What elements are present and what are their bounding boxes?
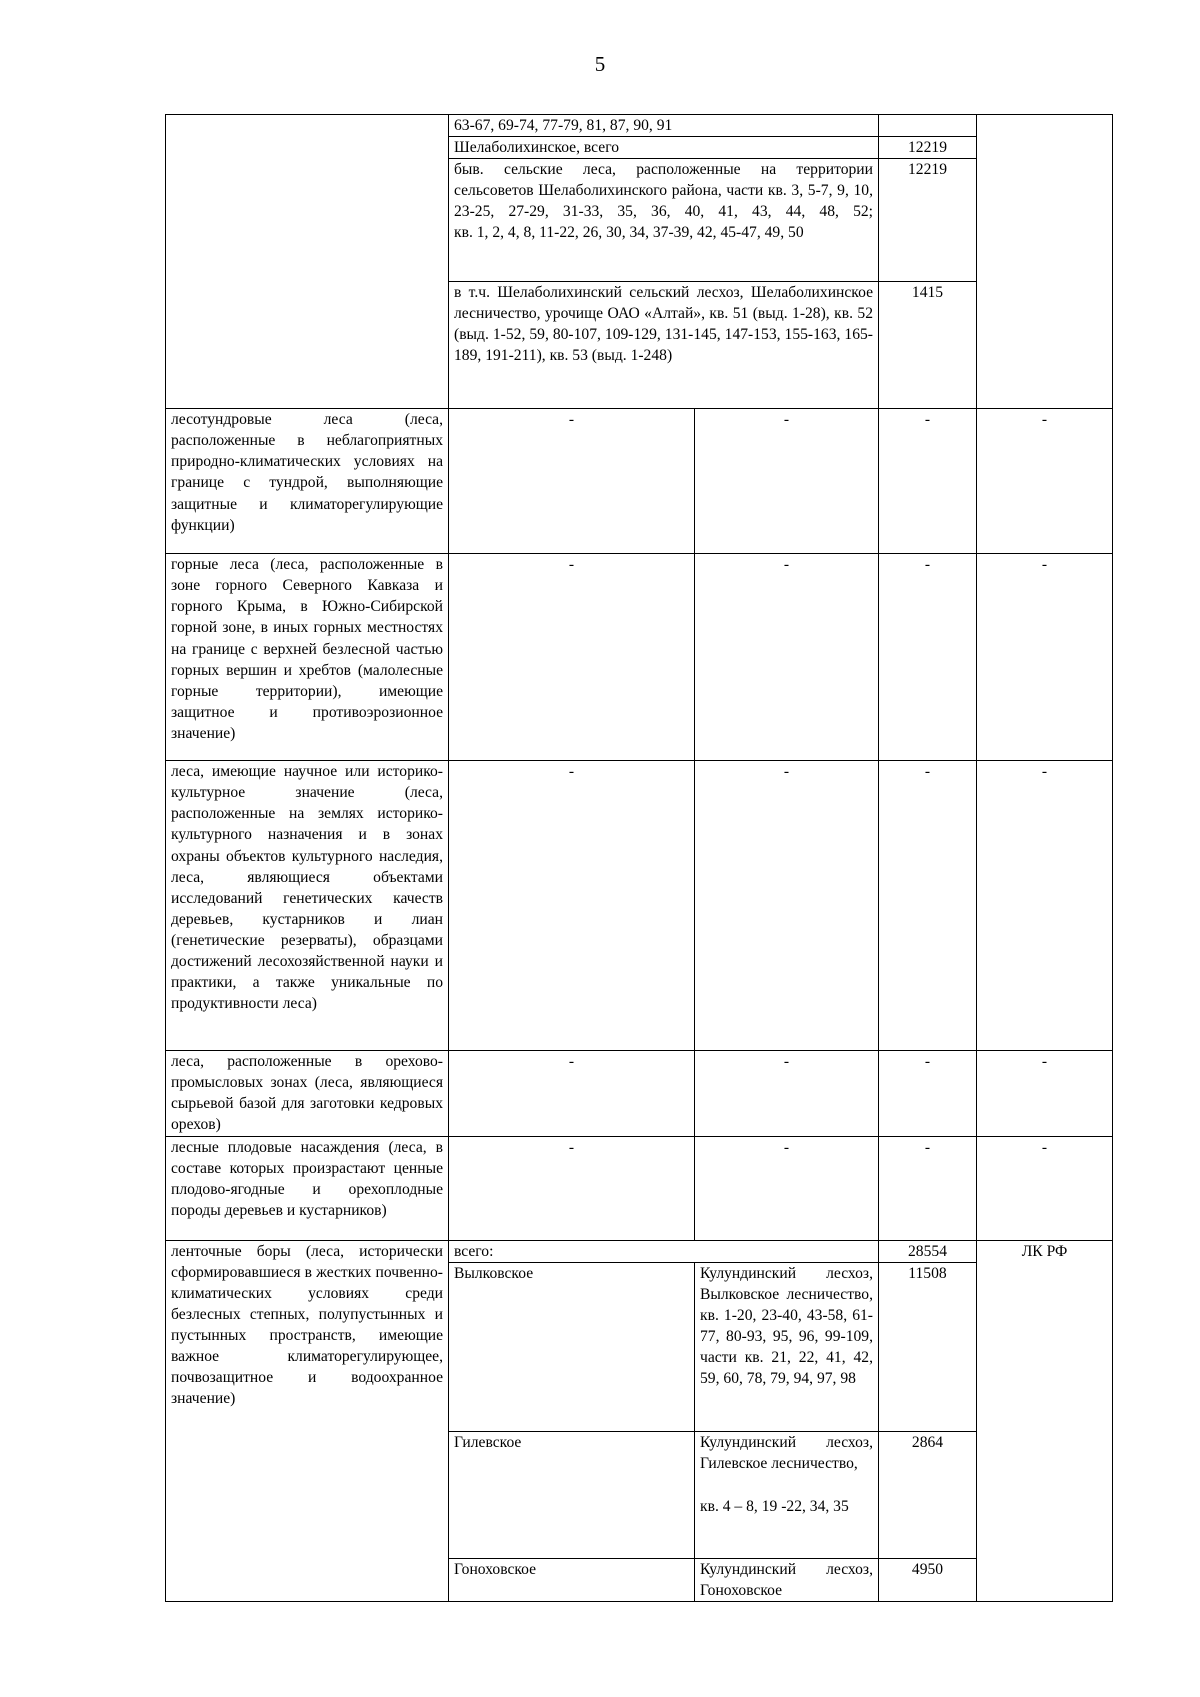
category-name: лесотундровые леса (леса, расположенные в неблагоприятных природно-климатических условиях на границе с тундрой, выполняющие защитные и климаторегулирующие функции) xyxy=(166,409,449,554)
category-name: ленточные боры (леса, исторически сформировавшиеся в жестких почвенно-климатических условиях среди безлесных степных, полупустынных и пустынных пространств, имеющие важное климаторегулирующее, почвозащитное и водоохранное значение) xyxy=(166,1240,449,1601)
dash-cell: - xyxy=(695,1051,879,1136)
forestry-desc-text-2: кв. 1, 2, 4, 8, 11-22, 26, 30, 34, 37-39, 42, 45-47, 49, 50 xyxy=(454,224,804,242)
forestry-incl-text: в т.ч. Шелаболихинский сельский лесхоз, Шелаболихинское лесничество, урочище ОАО «Алтай», кв. 51 (выд. 1-28), кв. 52 (выд. 1-52, 59, 80-107, 109-129, 131-145, 147-153, 155-163, 165-189, 191-211), кв. 53 (выд. 1-248) xyxy=(454,284,873,365)
dash-cell: - xyxy=(695,409,879,554)
forestry-name: Гоноховское xyxy=(449,1558,695,1601)
dash-cell: - xyxy=(977,554,1113,761)
table-row xyxy=(166,1240,1113,1262)
forestry-desc-2: кв. 4 – 8, 19 -22, 34, 35 xyxy=(700,1497,849,1515)
forestry-desc: Кулундинский лесхоз, Гоноховское xyxy=(695,1558,879,1601)
category-name: горные леса (леса, расположенные в зоне горного Северного Кавказа и горного Крыма, в Южно-Сибирской горной зоне, в иных горных местностях на границе с верхней безлесной частью горных вершин и хребтов (малолесные горные территории), имеющие защитное и противоэрозионное значение) xyxy=(166,554,449,761)
quarters-cell: 63-67, 69-74, 77-79, 81, 87, 90, 91 xyxy=(449,115,879,137)
dash-cell: - xyxy=(879,1136,977,1240)
table-row xyxy=(166,115,1113,137)
dash-cell: - xyxy=(879,761,977,1051)
dash-cell: - xyxy=(977,1136,1113,1240)
table-row xyxy=(166,761,1113,1051)
forestry-desc: Кулундинский лесхоз, Гилевское лесничество, xyxy=(700,1433,873,1472)
dash-cell: - xyxy=(449,1051,695,1136)
forestry-desc: Кулундинский лесхоз, Вылковское лесничество, кв. 1-20, 23-40, 43-58, 61-77, 80-93, 95, 96, 99-109, части кв. 21, 22, 41, 42, 59, 60, 78, 79, 94, 97, 98 xyxy=(695,1262,879,1431)
area-cell: 12219 xyxy=(879,159,977,282)
area-cell: 28554 xyxy=(879,1240,977,1262)
table-row xyxy=(166,1051,1113,1136)
forestry-name: Гилевское xyxy=(449,1431,695,1558)
dash-cell: - xyxy=(879,1051,977,1136)
category-name: лесные плодовые насаждения (леса, в составе которых произрастают ценные плодово-ягодные и орехоплодные породы деревьев и кустарников) xyxy=(166,1136,449,1240)
area-cell: 11508 xyxy=(879,1262,977,1431)
category-name: леса, имеющие научное или историко-культурное значение (леса, расположенные на землях историко-культурного назначения и в зонах охраны объектов культурного наследия, леса, являющиеся объектами исследований генетических качеств деревьев, кустарников и лиан (генетические резерваты), образцами достижений лесохозяйственной науки и практики, а также уникальные по продуктивности леса) xyxy=(166,761,449,1051)
forest-table xyxy=(165,114,1113,1602)
basis-cell: ЛК РФ xyxy=(977,1240,1113,1601)
dash-cell: - xyxy=(449,554,695,761)
dash-cell: - xyxy=(449,1136,695,1240)
table-row xyxy=(166,409,1113,554)
forestry-name: Вылковское xyxy=(449,1262,695,1431)
total-label: всего: xyxy=(449,1240,879,1262)
basis-cell-empty xyxy=(977,115,1113,409)
forestry-desc-cell xyxy=(695,1431,879,1558)
area-cell: 1415 xyxy=(879,282,977,409)
dash-cell: - xyxy=(695,1136,879,1240)
dash-cell: - xyxy=(879,554,977,761)
area-cell xyxy=(879,115,977,137)
dash-cell: - xyxy=(977,1051,1113,1136)
dash-cell: - xyxy=(879,409,977,554)
dash-cell: - xyxy=(449,761,695,1051)
dash-cell: - xyxy=(977,761,1113,1051)
area-cell: 2864 xyxy=(879,1431,977,1558)
page-number: 5 xyxy=(594,52,606,76)
table-row xyxy=(166,1136,1113,1240)
area-cell: 12219 xyxy=(879,137,977,159)
table-row xyxy=(166,554,1113,761)
category-cell-empty xyxy=(166,115,449,409)
dash-cell: - xyxy=(977,409,1113,554)
category-name: леса, расположенные в орехово-промысловых зонах (леса, являющиеся сырьевой базой для заготовки кедровых орехов) xyxy=(166,1051,449,1136)
forestry-desc-cell xyxy=(449,159,879,282)
dash-cell: - xyxy=(695,761,879,1051)
forestry-total-label: Шелаболихинское, всего xyxy=(449,137,879,159)
dash-cell: - xyxy=(449,409,695,554)
forestry-desc-text: быв. сельские леса, расположенные на территории сельсоветов Шелаболихинского района, части кв. 3, 5-7, 9, 10, 23-25, 27-29, 31-33, 35, 36, 40, 41, 43, 44, 48, 52; xyxy=(454,161,873,221)
area-cell: 4950 xyxy=(879,1558,977,1601)
forestry-incl-cell xyxy=(449,282,879,409)
dash-cell: - xyxy=(695,554,879,761)
